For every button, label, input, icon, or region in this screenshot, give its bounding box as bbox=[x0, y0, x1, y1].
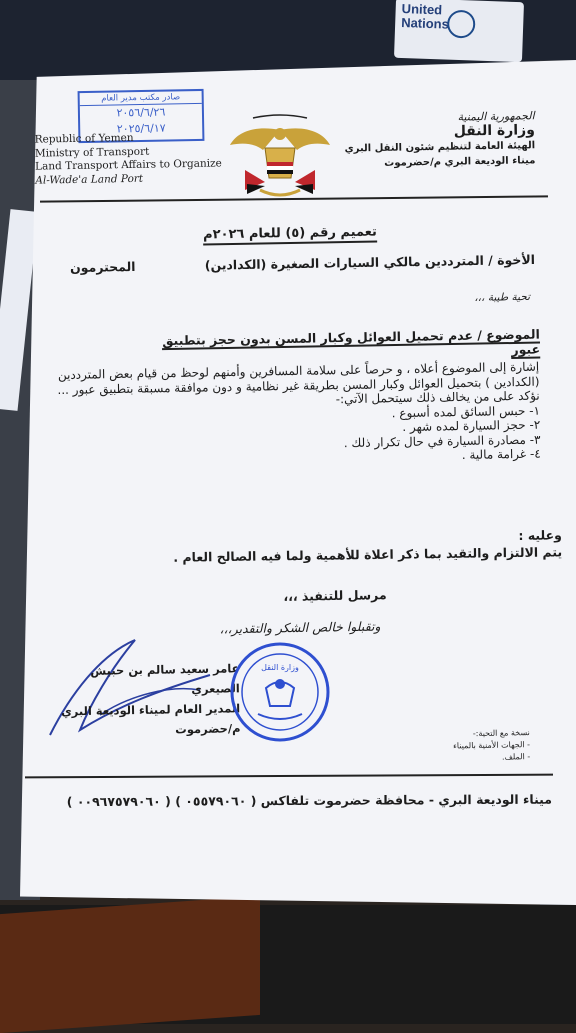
commitment-line: يتم الالتزام والتقيد بما ذكر اعلاة للأهمية ولما فيه الصالح العام . bbox=[173, 544, 563, 565]
addressee-to: الأخوة / المترددين مالكي السيارات الصغيرة (الكدادين) bbox=[204, 251, 536, 273]
header-english bbox=[35, 130, 226, 187]
send-for-execution: مرسل للتنفيذ ،،، bbox=[283, 587, 387, 604]
header-en-line4: Al-Wade'a Land Port bbox=[35, 172, 144, 187]
cc-item: - الجهات الأمنية بالميناء bbox=[452, 740, 531, 751]
header-en-line1: Republic of Yemen bbox=[34, 131, 134, 146]
un-card-text: United Nations bbox=[400, 0, 450, 32]
penalty-item: ٤- غرامة مالية . bbox=[461, 446, 541, 463]
stamp-header: صادر مكتب مدير العام bbox=[80, 91, 202, 106]
signatory-block bbox=[39, 658, 240, 741]
header-ar-line2: وزارة النقل bbox=[453, 122, 535, 140]
header-ar-line4: ميناء الوديعة البري م/حضرموت bbox=[384, 155, 536, 169]
yemen-emblem-icon bbox=[225, 110, 335, 200]
penalty-item: ٣- مصادرة السيارة في حال تكرار ذلك . bbox=[343, 432, 541, 450]
cc-head: نسخة مع التحية:- bbox=[472, 728, 530, 739]
seal-text: وزارة النقل bbox=[261, 663, 299, 672]
wa-alayh: وعليه : bbox=[518, 527, 562, 543]
cc-item: - الملف. bbox=[501, 752, 531, 762]
thanks-line: وتقبلوا خالص الشكر والتقدير،،، bbox=[219, 618, 381, 637]
official-seal-icon bbox=[228, 640, 333, 745]
wooden-table-edge bbox=[0, 896, 260, 1033]
header-en-line3: Land Transport Affairs to Organize bbox=[35, 157, 222, 173]
penalty-list bbox=[40, 403, 541, 470]
signatory-place: م/حضرموت bbox=[175, 721, 241, 737]
footer-contact: ميناء الوديعة البري - محافظة حضرموت تلفاكس ( ٠٥٥٧٩٠٦٠ ) ( ٠٠٩٦٧٥٧٩٠٦٠ ) bbox=[66, 791, 553, 810]
circular-title-text: تعميم رقم (٥) للعام ٢٠٢٦م bbox=[203, 224, 377, 245]
stamp-date: ٢٠٢٥/٦/١٧ bbox=[116, 121, 166, 136]
un-logo-icon bbox=[447, 10, 476, 39]
subject-text: الموضوع / عدم تحميل العوائل وكبار المسن بدون حجز بتطبيق عبور bbox=[162, 326, 541, 358]
penalty-item: ٢- حجز السيارة لمده شهر . bbox=[402, 417, 541, 435]
closing-block bbox=[40, 526, 562, 567]
addressee-honorific: المحترمون bbox=[69, 258, 136, 276]
signatory-name: عامر سعيد سالم بن حبيش الصيعري bbox=[90, 661, 240, 697]
stamp-ref: ٢٠٥٦/٦/٢٦ bbox=[116, 105, 166, 120]
cc-list bbox=[430, 727, 531, 765]
greeting: تحية طيبة ،،، bbox=[474, 290, 531, 304]
letter-body bbox=[39, 360, 541, 470]
body-paragraph: إشارة إلى الموضوع أعلاه ، و حرصاً على سلامة المسافرين وأمنهم لوحظ من قيام بعض المترددين (الكدادين ) بتحميل العوائل وكبار المسن بطريقة غير نظامية و دون موافقة مسبقة بتطبيق عبور ... نؤكد على من يخالف ذلك سيتحمل الآتي:- bbox=[57, 359, 540, 407]
header-en-line2: Ministry of Transport bbox=[34, 145, 150, 160]
header-ar-line3: الهيئة العامة لتنظيم شئون النقل البري bbox=[344, 140, 536, 155]
header-arabic bbox=[329, 108, 535, 172]
header-ar-line1: الجمهورية اليمنية bbox=[457, 109, 535, 124]
signatory-title: المدير العام لميناء الوديعة البري bbox=[61, 701, 241, 719]
penalty-item: ١- حبس السائق لمده أسبوع . bbox=[391, 403, 541, 420]
un-id-card bbox=[394, 0, 524, 62]
